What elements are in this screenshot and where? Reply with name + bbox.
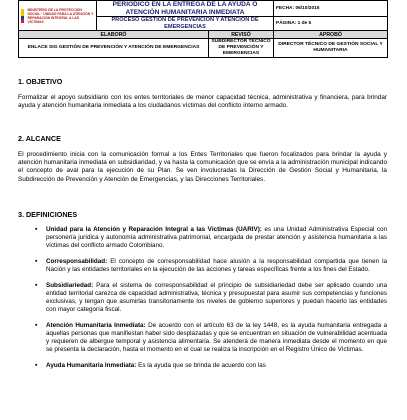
section-alcance-title: 2. ALCANCE	[18, 134, 61, 143]
definition-text: Para el sistema de corresponsabilidad el principio de subsidiariedad debe ser aplicado cuando una entidad territorial carezca de capacidad administrativa, técnica y presupuestal para asumir sus competencias y funciones exclusivas, y tengan que asumirlas transitoriamente los niveles de gobierno superiores y puedan hacerlo las entidades con mayor categoría fiscal.	[46, 282, 387, 313]
elaboro-label: ELABORÓ	[19, 31, 209, 39]
ministry-logo	[21, 8, 94, 24]
definition-text: es una Unidad Administrativa Especial con personería jurídica y autonomía administrativa patrimonial, encargada de prestar atención y asistencia humanitaria a las víctimas del conflicto armado Colombiano.	[46, 226, 387, 249]
definition-term: Ayuda Humanitaria Inmediata:	[46, 362, 137, 369]
section-objetivo-title: 1. OBJETIVO	[18, 77, 63, 86]
section-definiciones-title: 3. DEFINICIONES	[18, 210, 78, 219]
definition-term: Atención Humanitaria Inmediata:	[46, 322, 146, 329]
definition-item	[46, 362, 387, 370]
aprobo-label: APROBÓ	[274, 31, 388, 39]
definition-term: Unidad para la Atención y Reparación Integral a las Víctimas (UARIV):	[46, 226, 262, 233]
colombia-flag-icon	[21, 9, 24, 23]
section-alcance-text: El procedimiento inicia con la comunicación formal a los Entes Territoriales que fueron focalizados para brindar la ayuda y atención humanitaria inmediata en subsidiaridad, y va hasta la comunicación que se envía a la administración municipal indicando el concepto de aval para la ejecución de su Plan. Se ven involucradas la Dirección de Gestión Social y Humanitaria, la Subdirección de Prevención y Atención de Emergencias, y las Direcciones Territoriales.	[18, 151, 387, 183]
definition-item	[46, 258, 387, 274]
definition-term: Corresponsabilidad:	[46, 258, 108, 265]
elaboro-value: ENLACE SIG GESTIÓN DE PREVENCIÓN Y ATENCIÓN DE EMERGENCIAS	[19, 39, 209, 58]
logo-cell	[19, 1, 97, 31]
definition-text: El concepto de corresponsabilidad hace alusión a la responsabilidad compartida que tienen la Nación y las entidades territoriales en la ejecución de las acciones y tareas específicas frente a los fines del Estado.	[46, 258, 387, 273]
document-title: PERIÓDICO EN LA ENTREGA DE LA AYUDA O ATENCIÓN HUMANITARIA INMEDIATA	[97, 1, 274, 17]
definition-item	[46, 322, 387, 354]
definition-item	[46, 226, 387, 250]
aprobo-value: DIRECTOR TÉCNICO DE GESTIÓN SOCIAL Y HUMANITARIA	[274, 39, 388, 58]
document-header-table	[18, 0, 388, 58]
definition-text: De acuerdo con el artículo 63 de la ley 1448, es la ayuda humanitaria entregada a aquellas personas que manifiestan haber sido desplazadas y que se encuentran en situación de vulnerabilidad acentuada y requieren de albergue temporal y asistencia alimentaria. Se atenderá de manera inmediata desde el momento en que se presenta la declaración, hasta el momento en el cual se realiza la inscripción en el Registro Único de Víctimas.	[46, 322, 387, 353]
reviso-label: REVISÓ	[209, 31, 274, 39]
definition-text: Es la ayuda que se brinda de acuerdo con las	[136, 362, 266, 369]
process-name: PROCESO GESTIÓN DE PREVENCIÓN Y ATENCIÓN DE EMERGENCIAS	[97, 17, 274, 31]
section-objetivo-text: Formalizar el apoyo subsidiario con los entes territoriales de menor capacidad técnica, administrativa y financiera, para brindar ayuda y atención humanitaria inmediata a los ciudadanos víctimas del conflicto interno armado.	[18, 94, 387, 110]
page-number: PÁGINA: 1 de 5	[274, 17, 388, 31]
logo-text: MINISTERIO DE LA PROTECCIÓN SOCIAL · UNIDAD PARA LA ATENCIÓN Y REPARACIÓN INTEGRAL A LAS VÍCTIMAS	[27, 7, 94, 24]
definition-term: Subsidiariedad:	[46, 282, 94, 289]
definitions-list	[46, 226, 387, 378]
definition-item	[46, 282, 387, 314]
document-date: FECHA: 06/10/2015	[274, 1, 388, 17]
reviso-value: SUBDIRECTOR TÉCNICO DE PREVENCIÓN Y EMERGENCIAS	[209, 39, 274, 58]
